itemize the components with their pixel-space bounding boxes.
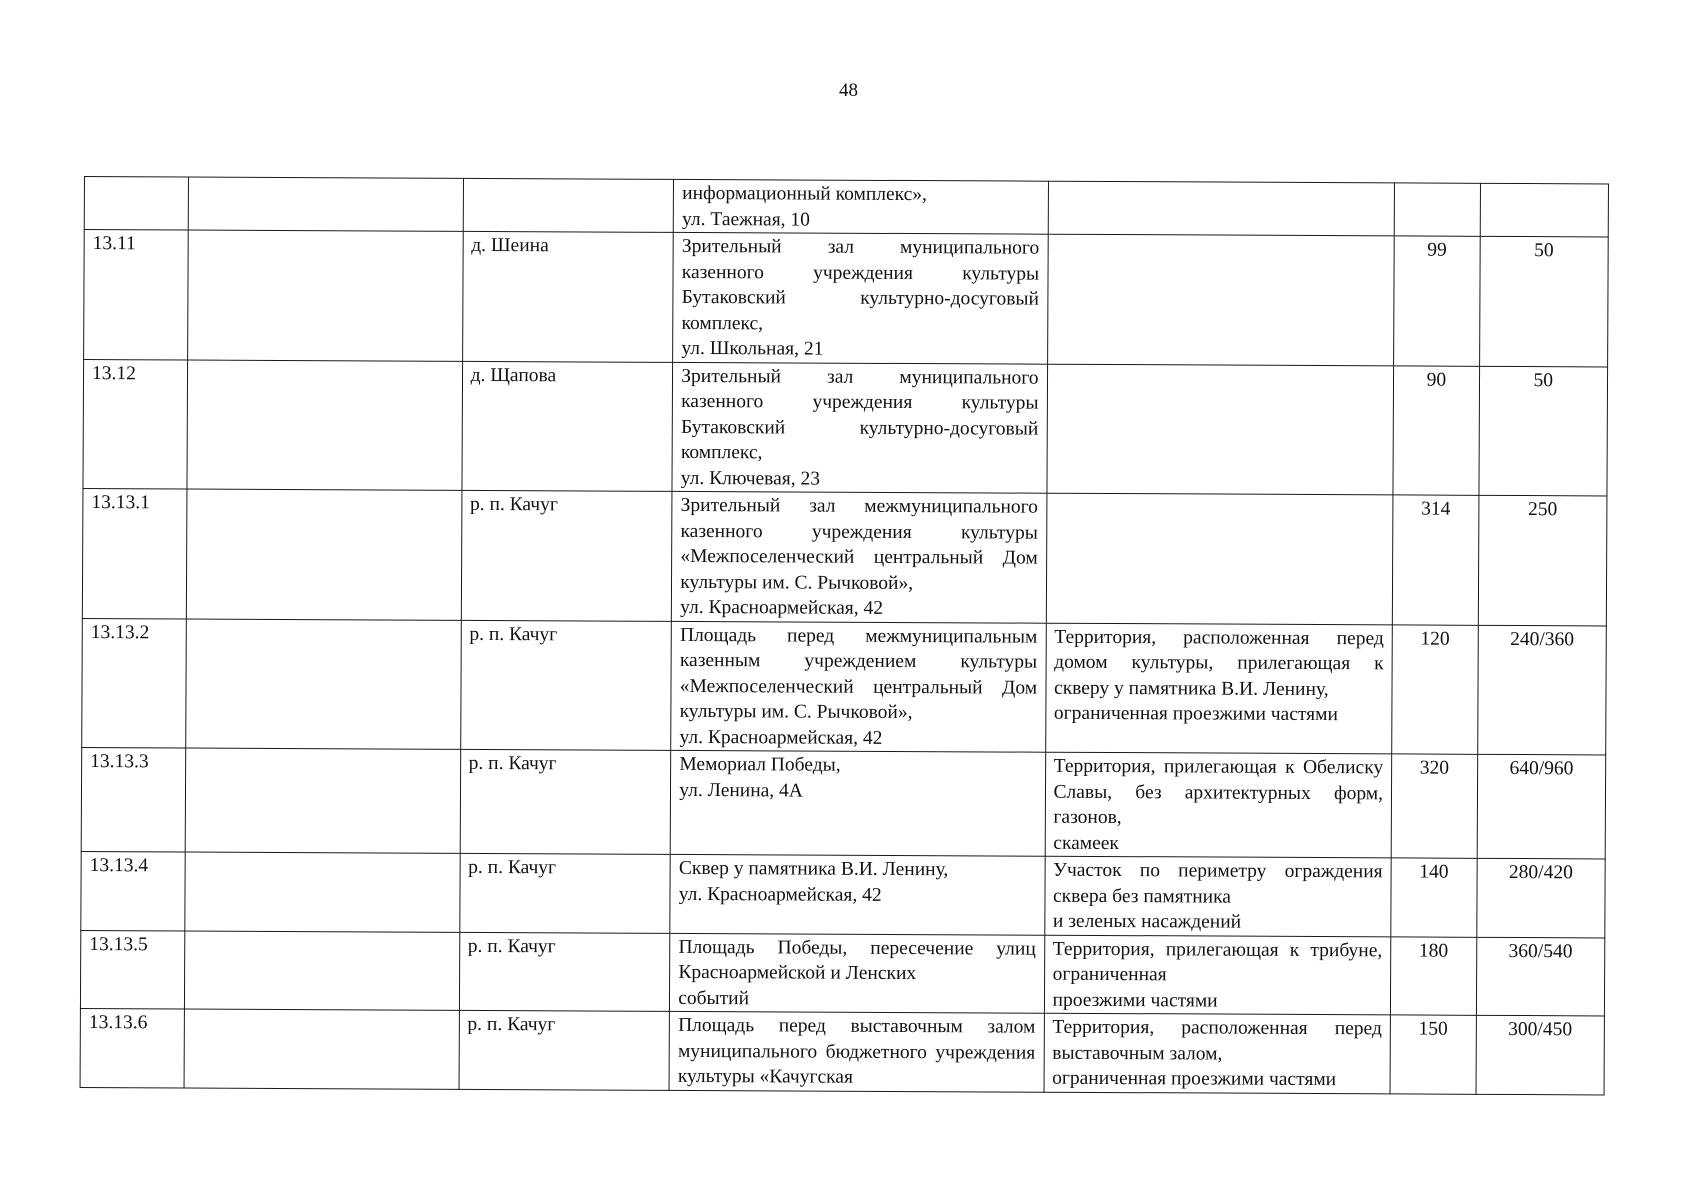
object-text: Мемориал Победы, [679,753,841,776]
table-row [81,747,1605,858]
capacity-cell: 120 [1392,624,1478,754]
object-address: событий [678,987,750,1009]
object-text: Зрительный зал муниципального казенного учреждения культуры Бутаковский культурно-досуговый комплекс, [681,235,1040,334]
object-cell [673,232,1048,363]
object-cell [672,362,1047,493]
description-tail: скамеек [1053,832,1119,854]
object-address: ул. Красноармейская, 42 [678,883,882,906]
description-tail: ограниченная проезжими частями [1053,702,1338,726]
description-cell [1044,1013,1391,1093]
locality-cell: р. п. Качуг [459,853,670,933]
area-cell: 50 [1479,236,1608,366]
description-text: Участок по периметру ограждения сквера без памятника [1053,859,1383,908]
description-tail: проезжими частями [1052,989,1218,1012]
object-text: Зрительный зал муниципального казенного учреждения культуры Бутаковский культурно-досуговый комплекс, [680,365,1039,464]
empty-cell [185,619,460,750]
object-text: Площадь перед выставочным залом муниципального бюджетного учреждения культуры «Качугская [677,1014,1036,1088]
object-text: Площадь перед межмуниципальным казенным учреждением культуры «Межпоселенческий центральный Дом культуры им. С. Рычковой», [679,624,1038,724]
area-cell: 280/420 [1476,858,1605,937]
empty-cell [188,177,463,231]
area-cell: 50 [1479,366,1608,496]
object-address [678,1089,1035,1091]
object-address: ул. Красноармейская, 42 [679,726,883,749]
description-cell [1045,623,1392,754]
object-text: Зрительный зал межмуниципального казенного учреждения культуры «Межпоселенческий центральный Дом культуры им. С. Рычковой», [680,494,1039,594]
description-cell [1044,856,1391,936]
table-row [84,230,1609,367]
object-address: ул. Красноармейская, 42 [680,596,884,619]
description-tail [1056,365,1385,367]
area-cell [1480,183,1609,237]
object-text: Площадь Победы, пересечение улиц Красноармейской и Ленских [678,936,1036,985]
capacity-cell: 180 [1390,936,1476,1015]
area-cell: 360/540 [1476,937,1605,1016]
object-address: ул. Ключевая, 23 [680,467,821,490]
capacity-cell: 150 [1390,1015,1476,1094]
object-cell [670,750,1045,856]
row-number-cell: 13.13.2 [82,618,186,748]
locality-cell: р. п. Качуг [459,1010,670,1090]
description-text: Территория, расположенная перед домом культуры, прилегающая к скверу у памятника В.И. Ленину, [1054,626,1384,700]
locality-cell: р. п. Качуг [460,749,671,854]
table-row [84,177,1608,237]
area-cell: 240/360 [1477,625,1606,755]
area-cell: 640/960 [1477,754,1606,859]
empty-cell [184,931,459,1011]
description-cell [1048,181,1395,236]
capacity-cell: 320 [1391,754,1477,858]
row-number-cell: 13.13.1 [82,488,186,618]
locality-cell: д. Щапова [462,361,673,492]
empty-cell [187,230,462,361]
row-number-cell [84,177,188,231]
description-text: Территория, прилегающая к трибуне, ограниченная [1052,938,1383,986]
description-tail: и зеленых насаждений [1052,910,1242,933]
description-cell [1045,752,1392,858]
object-cell [669,1011,1044,1091]
locality-cell: р. п. Качуг [461,490,672,621]
locality-cell: р. п. Качуг [460,620,671,751]
object-cell [670,854,1045,934]
capacity-cell: 140 [1391,858,1477,937]
table-body [80,177,1608,1095]
table-row [81,851,1605,937]
object-address: ул. Школьная, 21 [681,337,824,360]
facilities-table [80,176,1609,1095]
table-row [80,1008,1604,1094]
description-text: Территория, прилегающая к Обелиску Славы, без архитектурных форм, газонов, [1053,755,1384,829]
table-row [83,359,1608,496]
description-tail [1055,495,1384,497]
row-number-cell: 13.12 [83,359,187,489]
description-cell [1044,935,1391,1015]
empty-cell [187,360,462,491]
row-number-cell: 13.13.4 [81,851,185,930]
table-row [82,618,1607,755]
row-number-cell: 13.11 [84,230,188,360]
description-cell [1047,234,1394,365]
empty-cell [184,1009,459,1089]
object-cell [672,491,1047,622]
empty-cell [186,489,461,620]
object-cell [671,621,1046,752]
object-text: Сквер у памятника В.И. Ленину, [678,857,949,881]
area-cell: 300/450 [1476,1015,1605,1094]
row-number-cell: 13.13.5 [80,930,184,1009]
description-cell [1046,493,1393,624]
description-cell [1047,364,1394,495]
object-cell [670,933,1045,1013]
empty-cell [185,852,460,932]
capacity-cell: 90 [1393,365,1479,495]
capacity-cell [1394,183,1480,236]
object-address: ул. Таежная, 10 [681,208,811,231]
capacity-cell: 99 [1394,236,1480,366]
description-tail: ограниченная проезжими частями [1052,1067,1337,1091]
locality-cell: д. Шеина [462,231,673,362]
page-number: 48 [839,80,858,101]
locality-cell: р. п. Качуг [459,932,670,1012]
capacity-cell: 314 [1392,495,1478,625]
object-cell [673,179,1048,234]
description-tail [1056,236,1385,238]
object-text: информационный комплекс», [682,182,928,206]
table-row [82,488,1607,625]
row-number-cell: 13.13.6 [80,1008,184,1087]
locality-cell [463,178,674,232]
description-tail [1057,183,1386,185]
row-number-cell: 13.13.3 [81,747,185,852]
description-text: Территория, расположенная перед выставочным залом, [1052,1016,1382,1065]
empty-cell [185,748,460,853]
object-address: ул. Ленина, 4А [679,779,803,802]
table-row [80,930,1604,1016]
area-cell: 250 [1478,495,1607,625]
